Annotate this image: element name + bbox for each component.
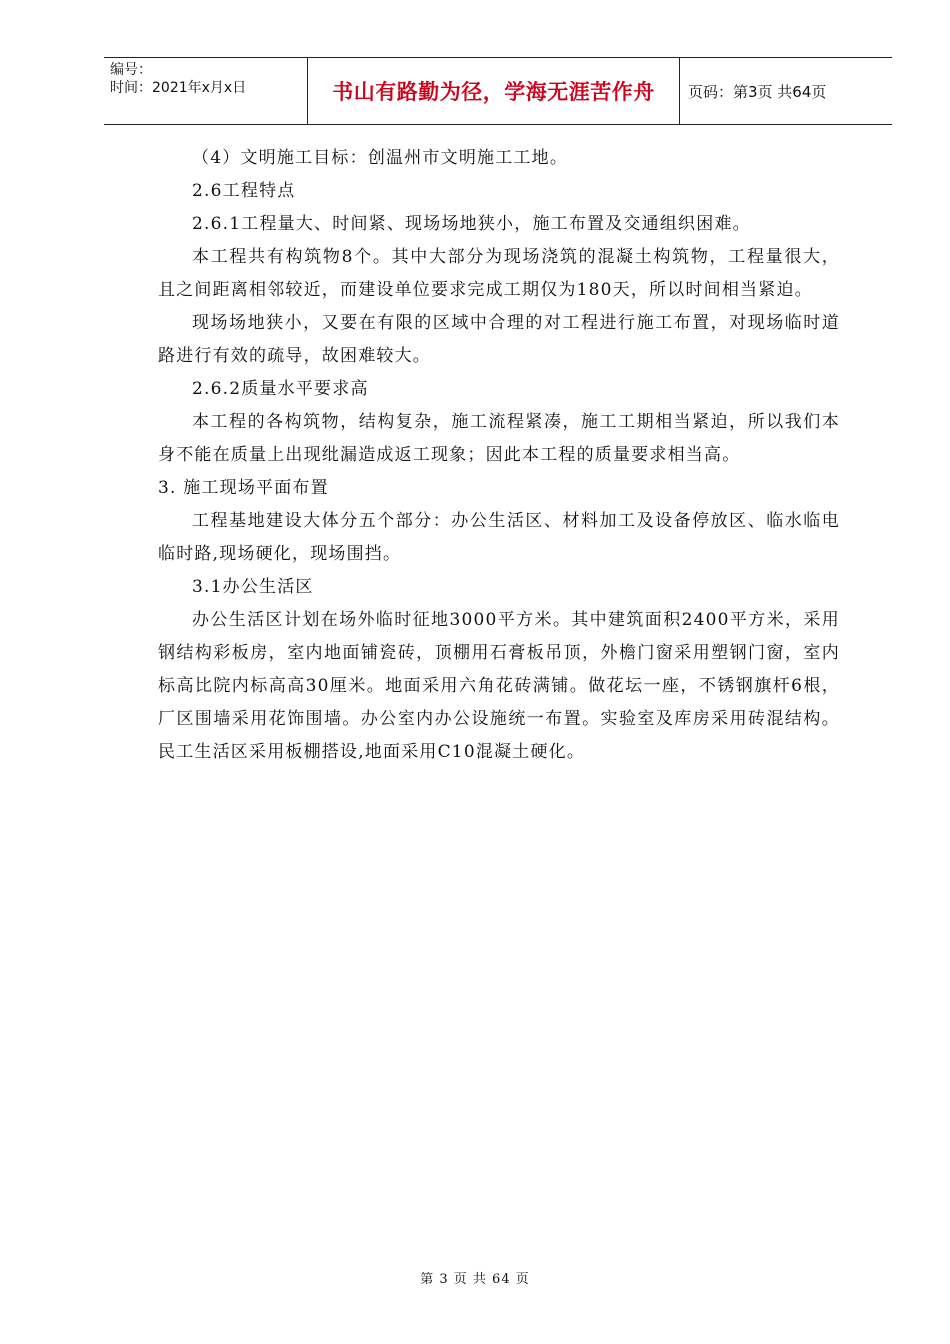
paragraph-civilized-goal: （4）文明施工目标：创温州市文明施工工地。	[192, 148, 569, 168]
section-heading-3: 3. 施工现场平面布置	[158, 478, 329, 498]
paragraph-site-space: 现场场地狭小，又要在有限的区域中合理的对工程进行施工布置，对现场临时道路进行有效的疏导，故困难较大。	[158, 313, 840, 366]
page-footer: 第 3 页 共 64 页	[420, 1272, 530, 1287]
paragraph-structures: 本工程共有构筑物8个。其中大部分为现场浇筑的混凝土构筑物，工程量很大，且之间距离相邻较近，而建设单位要求完成工期仅为180天，所以时间相当紧迫。	[158, 247, 840, 300]
subsection-heading-2-6-1: 2.6.1工程量大、时间紧、现场场地狭小，施工布置及交通组织困难。	[192, 214, 751, 234]
section-heading-3-1: 3.1办公生活区	[192, 577, 314, 597]
header-motto: 书山有路勤为径，学海无涯苦作舟	[308, 58, 680, 124]
section-heading-2-6: 2.6工程特点	[192, 181, 296, 201]
page-header	[104, 57, 892, 125]
paragraph-quality: 本工程的各构筑物，结构复杂，施工流程紧凑，施工工期相当紧迫，所以我们本身不能在质量上出现纰漏造成返工现象；因此本工程的质量要求相当高。	[158, 412, 840, 465]
paragraph-base-construction: 工程基地建设大体分五个部分：办公生活区、材料加工及设备停放区、临水临电临时路,现场硬化，现场围挡。	[158, 511, 840, 564]
header-meta	[104, 58, 308, 124]
paragraph-office-area: 办公生活区计划在场外临时征地3000平方米。其中建筑面积2400平方米，采用钢结构彩板房，室内地面铺瓷砖，顶棚用石膏板吊顶，外檐门窗采用塑钢门窗，室内标高比院内标高高30厘米。地面采用六角花砖满铺。做花坛一座，不锈钢旗杆6根，厂区围墙采用花饰围墙。办公室内办公设施统一布置。实验室及库房采用砖混结构。民工生活区采用板棚搭设,地面采用C10混凝土硬化。	[158, 610, 840, 762]
document-body	[158, 142, 840, 769]
document-number-label: 编号：	[110, 62, 152, 78]
subsection-heading-2-6-2: 2.6.2质量水平要求高	[192, 379, 369, 399]
document-time-label: 时间：2021年x月x日	[110, 80, 247, 96]
header-page-info: 页码：第3页 共64页	[688, 82, 827, 101]
